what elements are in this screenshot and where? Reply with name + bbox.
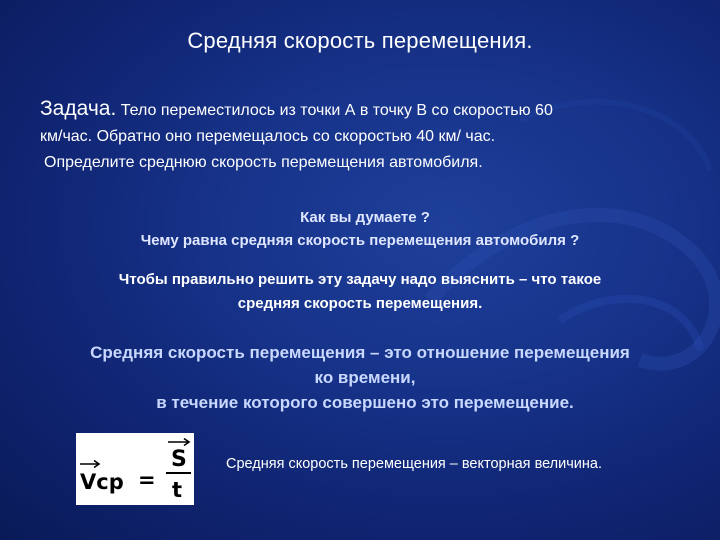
task-line-1: Тело переместилось из точки А в точку В со скоростью 60 [120,102,553,119]
formula-image [76,433,194,505]
hint-line-1: Чтобы правильно решить эту задачу надо выяснить – что такое [118,271,602,288]
question-block [0,206,720,252]
formula-numerator: S [171,447,187,472]
task-label: Задача. [40,97,117,120]
definition-line-2: ко времени, [314,368,416,387]
task-line-3: Определите среднюю скорость перемещения автомобиля. [44,154,483,171]
hint-line-2: средняя скорость перемещения. [237,295,483,312]
formula-equals: = [138,468,156,492]
vector-note: Средняя скорость перемещения – векторная величина. [226,456,603,472]
definition-line-1: Средняя скорость перемещения – это отношение перемещения [90,343,630,362]
formula-denominator: t [172,478,183,502]
definition-block [0,340,720,415]
task-line-2: км/час. Обратно оно перемещалось со скоростью 40 км/ час. [40,128,496,145]
slide-title: Средняя скорость перемещения. [187,28,533,53]
question-line-2: Чему равна средняя скорость перемещения автомобиля ? [140,232,580,249]
definition-line-3: в течение которого совершено это перемещение. [156,393,574,412]
question-line-1: Как вы думаете ? [300,209,430,226]
formula-lhs: Vср [80,470,124,494]
hint-block [0,268,720,316]
task-text [40,96,700,176]
